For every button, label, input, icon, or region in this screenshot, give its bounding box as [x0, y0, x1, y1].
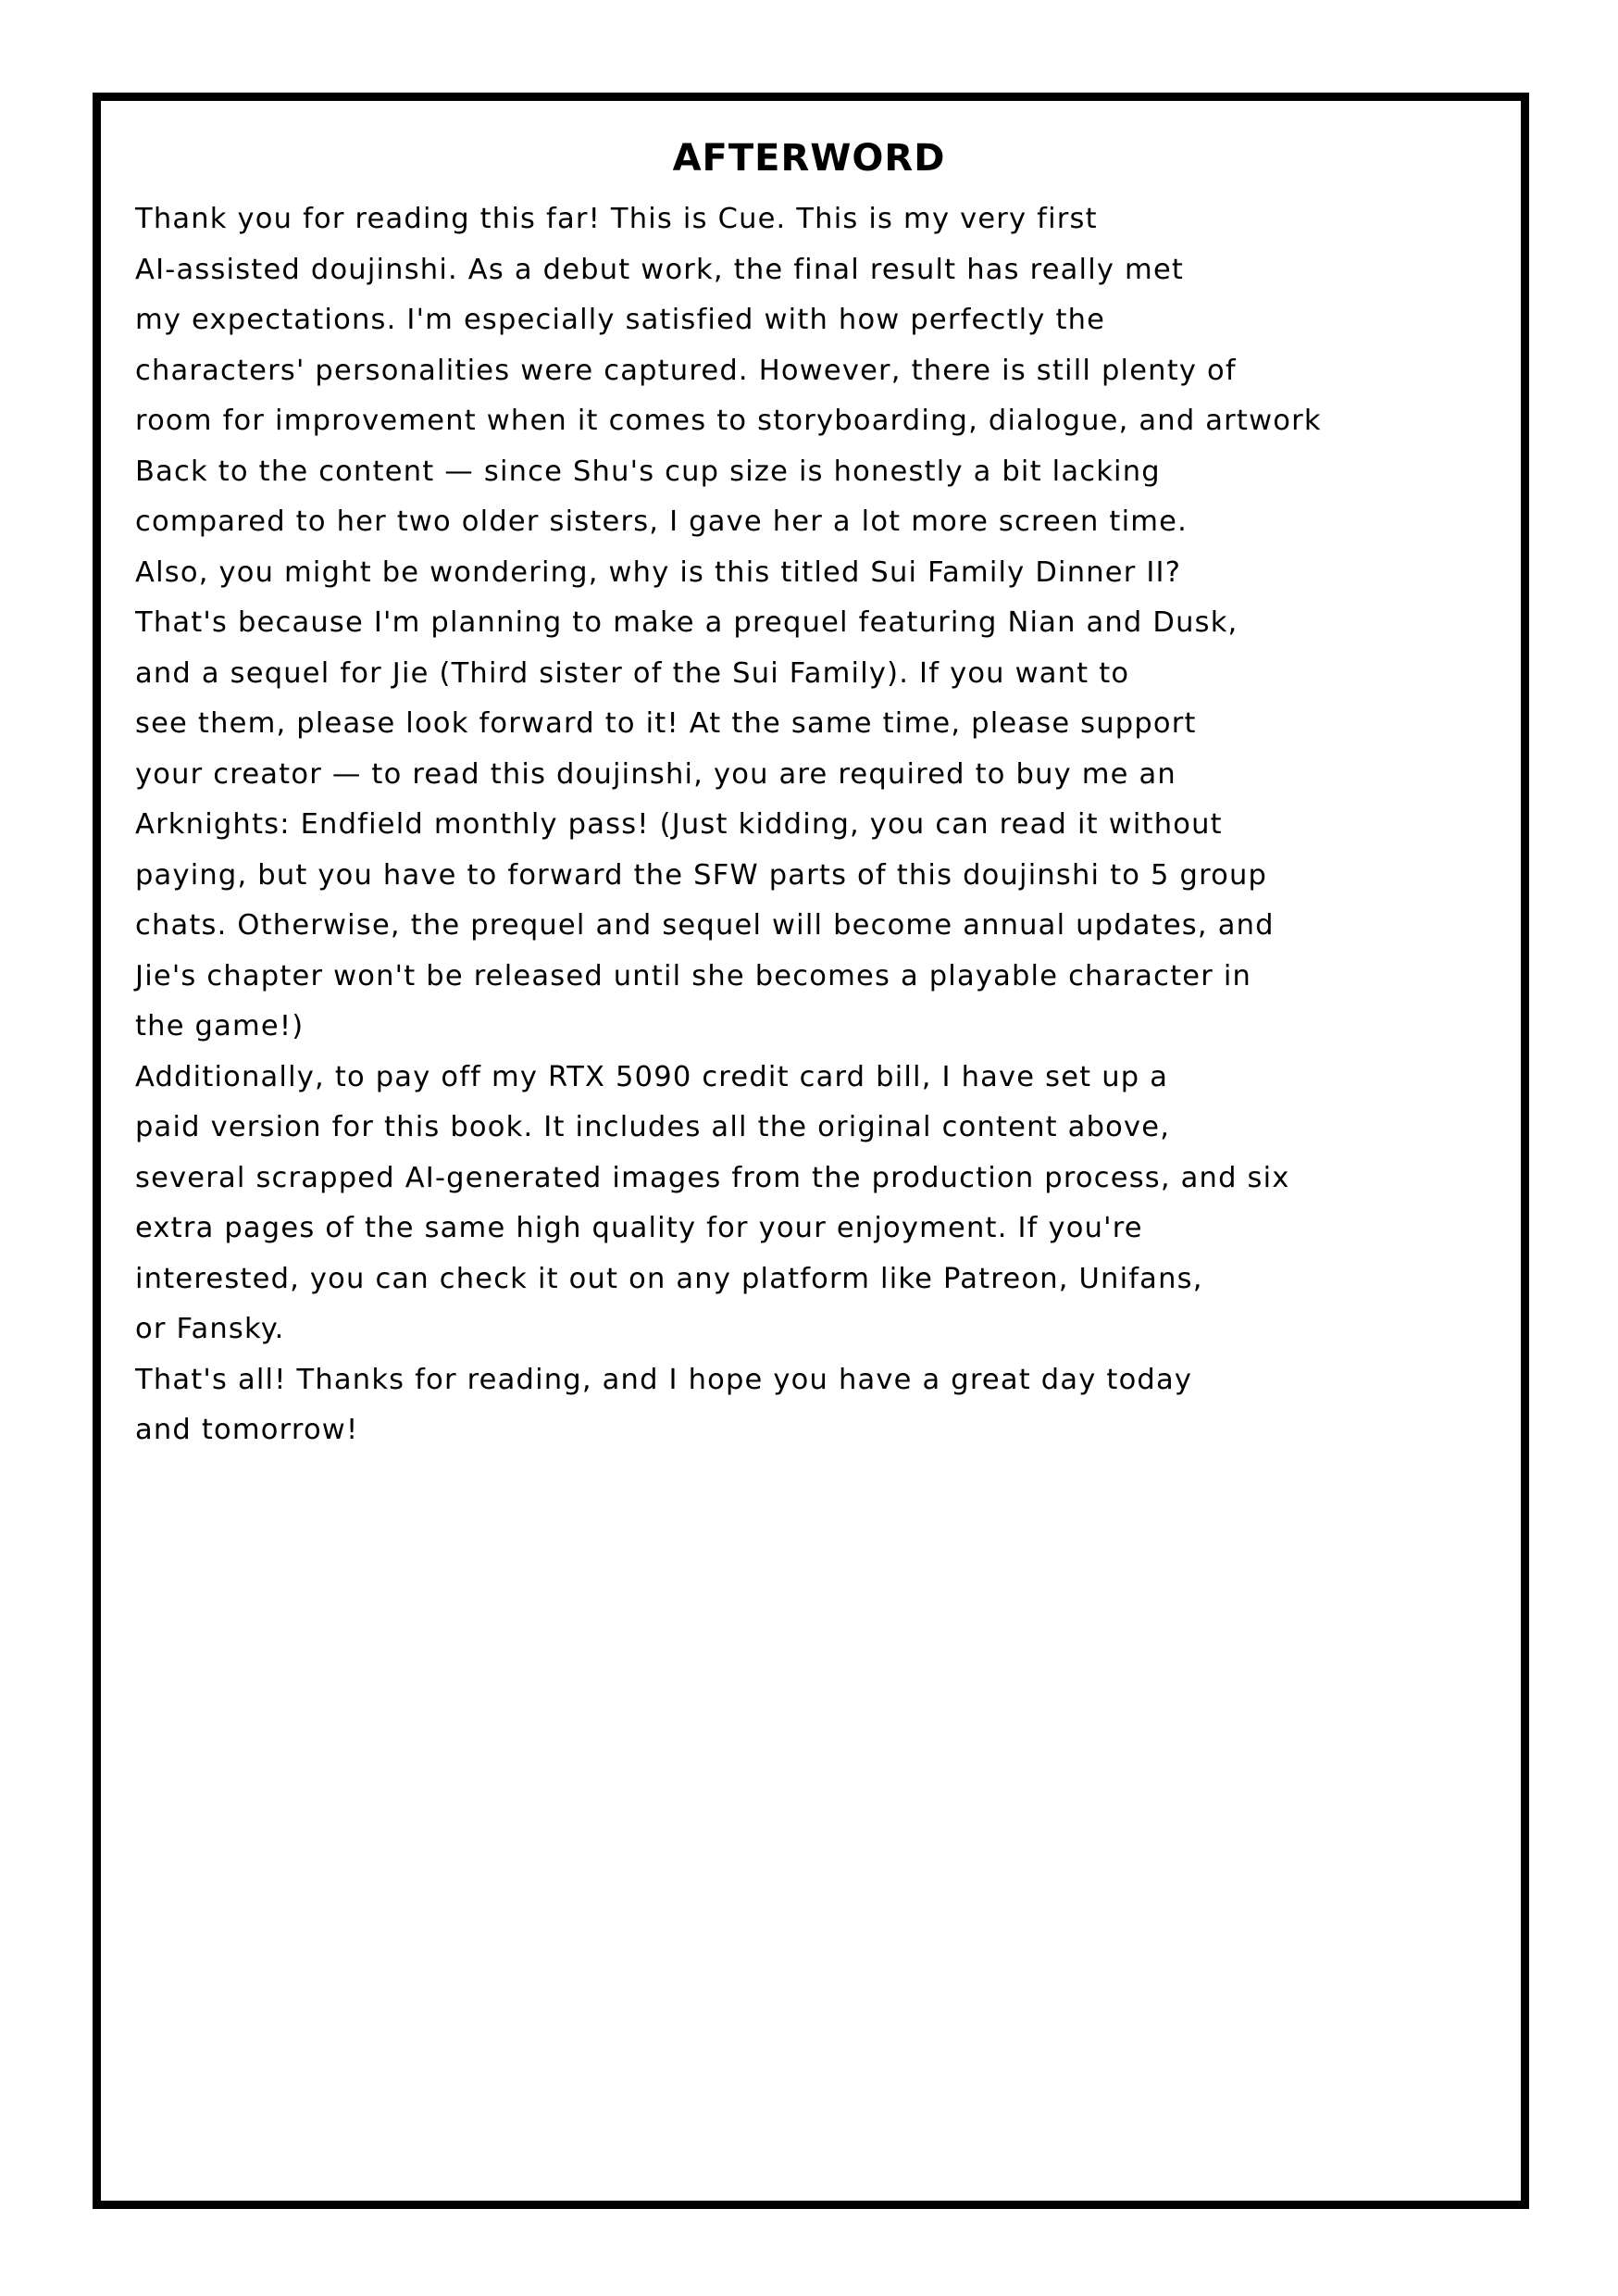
text-line: Arknights: Endfield monthly pass! (Just kidding, you can read it without: [135, 808, 1223, 841]
text-line: my expectations. I'm especially satisfied with how perfectly the: [135, 304, 1106, 336]
text-line: several scrapped AI-generated images from the production process, and six: [135, 1161, 1290, 1194]
text-line: Additionally, to pay off my RTX 5090 credit card bill, I have set up a: [135, 1060, 1169, 1093]
text-line: characters' personalities were captured. However, there is still plenty of: [135, 354, 1237, 387]
text-line: and a sequel for Jie (Third sister of the Sui Family). If you want to: [135, 656, 1130, 690]
text-line: or Fansky.: [135, 1313, 285, 1345]
text-line: and tomorrow!: [135, 1414, 359, 1446]
text-line: AI-assisted doujinshi. As a debut work, the final result has really met: [135, 253, 1185, 286]
text-line: That's because I'm planning to make a prequel featuring Nian and Dusk,: [135, 606, 1238, 639]
text-line: chats. Otherwise, the prequel and sequel will become annual updates, and: [135, 909, 1275, 942]
text-line: compared to her two older sisters, I gave her a lot more screen time.: [135, 505, 1189, 538]
afterword-body: [135, 194, 1524, 1456]
text-line: paying, but you have to forward the SFW parts of this doujinshi to 5 group: [135, 858, 1268, 892]
text-line: Also, you might be wondering, why is this titled Sui Family Dinner II?: [135, 555, 1182, 589]
text-line: Jie's chapter won't be released until she becomes a playable character in: [135, 959, 1252, 992]
text-line: Thank you for reading this far! This is Cue. This is my very first: [135, 203, 1098, 235]
text-line: paid version for this book. It includes all the original content above,: [135, 1111, 1171, 1143]
text-line: see them, please look forward to it! At the same time, please support: [135, 707, 1197, 740]
text-line: the game!): [135, 1010, 305, 1042]
text-line: interested, you can check it out on any platform like Patreon, Unifans,: [135, 1262, 1203, 1295]
text-line: Back to the content — since Shu's cup size is honestly a bit lacking: [135, 455, 1161, 488]
page-title: AFTERWORD: [672, 137, 946, 180]
text-line: That's all! Thanks for reading, and I hope you have a great day today: [135, 1363, 1193, 1396]
text-line: room for improvement when it comes to storyboarding, dialogue, and artwork: [135, 405, 1322, 437]
text-line: extra pages of the same high quality for your enjoyment. If you're: [135, 1212, 1143, 1244]
text-line: your creator — to read this doujinshi, you are required to buy me an: [135, 757, 1176, 791]
